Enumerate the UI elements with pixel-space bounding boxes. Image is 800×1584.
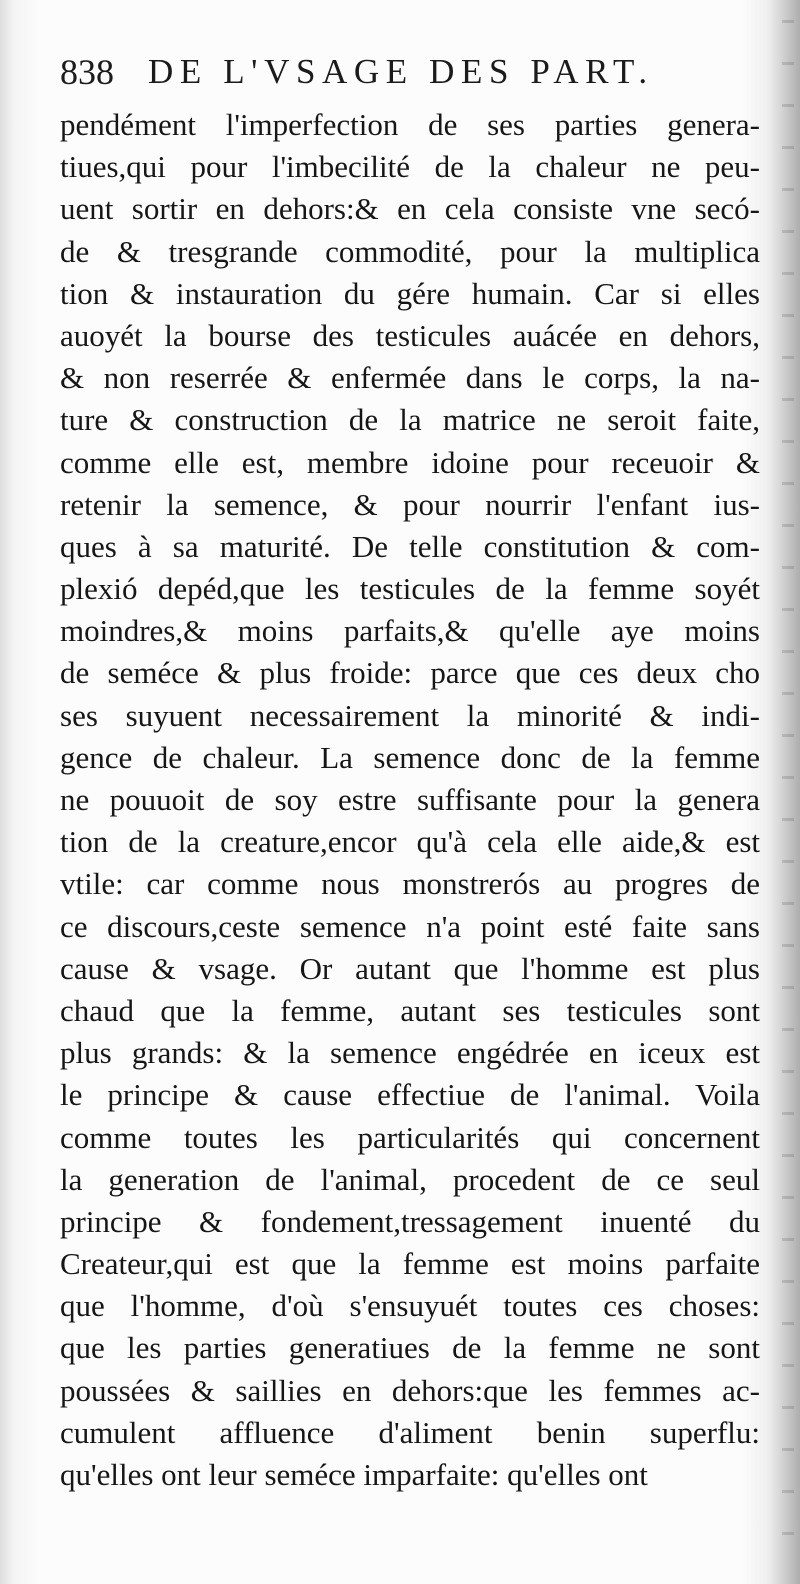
running-title: DE L'VSAGE DES PART. bbox=[148, 52, 654, 91]
text-line: pendément l'imperfection de ses parties genera- bbox=[60, 107, 760, 142]
text-line: Createur,qui est que la femme est moins parfaite bbox=[60, 1246, 760, 1282]
text-line: tiues,qui pour l'imbecilité de la chaleur ne peu- bbox=[60, 149, 760, 185]
text-line: qu'elles ont leur seméce imparfaite: qu'elles ont bbox=[60, 1457, 648, 1492]
text-line: cumulent affluence d'aliment benin superflu: bbox=[60, 1414, 760, 1450]
text-line: uent sortir en dehors:& en cela consiste vne secó- bbox=[60, 191, 760, 227]
text-line: de seméce & plus froide: parce que ces deux cho bbox=[60, 655, 760, 691]
text-line: ques à sa maturité. De telle constitution & com- bbox=[60, 528, 760, 564]
body-text bbox=[60, 104, 760, 1496]
text-line: tion de la creature,encor qu'à cela elle aide,& est bbox=[60, 824, 760, 860]
text-line: vtile: car comme nous monstrerós au progres de bbox=[60, 866, 760, 902]
text-line: & non reserrée & enfermée dans le corps, la na- bbox=[60, 360, 760, 396]
text-line: la generation de l'animal, procedent de ce seul bbox=[60, 1161, 760, 1197]
text-line: plexió depéd,que les testicules de la femme soyét bbox=[60, 571, 760, 607]
text-line: que l'homme, d'où s'ensuyuét toutes ces choses: bbox=[60, 1288, 760, 1324]
text-line: ce discours,ceste semence n'a point esté faite sans bbox=[60, 908, 760, 944]
text-line: ne pouuoit de soy estre suffisante pour la genera bbox=[60, 782, 760, 817]
text-line: ture & construction de la matrice ne seroit faite, bbox=[60, 402, 760, 438]
text-line: plus grands: & la semence engédrée en iceux est bbox=[60, 1035, 760, 1071]
text-line: que les parties generatiues de la femme ne sont bbox=[60, 1330, 760, 1366]
text-line: tion & instauration du gére humain. Car si elles bbox=[60, 275, 760, 311]
text-line: ses suyuent necessairement la minorité & indi- bbox=[60, 697, 760, 733]
text-line: comme elle est, membre idoine pour receuoir & bbox=[60, 444, 760, 480]
text-line: de & tresgrande commodité, pour la multiplica bbox=[60, 233, 760, 269]
text-line: le principe & cause effectiue de l'animal. Voila bbox=[60, 1077, 760, 1113]
text-line: gence de chaleur. La semence donc de la femme bbox=[60, 739, 760, 775]
page-number: 838 bbox=[60, 52, 114, 92]
text-line: comme toutes les particularités qui concernent bbox=[60, 1119, 760, 1155]
text-line: poussées & saillies en dehors:que les femmes ac- bbox=[60, 1372, 760, 1408]
text-line: cause & vsage. Or autant que l'homme est plus bbox=[60, 950, 760, 986]
text-line: chaud que la femme, autant ses testicules sont bbox=[60, 992, 760, 1028]
text-line: auoyét la bourse des testicules auácée en dehors, bbox=[60, 317, 760, 353]
text-line: retenir la semence, & pour nourrir l'enfant ius- bbox=[60, 486, 760, 522]
show-through-marks bbox=[782, 20, 794, 1540]
text-line: moindres,& moins parfaits,& qu'elle aye moins bbox=[60, 613, 760, 649]
running-head bbox=[60, 44, 750, 98]
text-line: principe & fondement,tressagement inuenté du bbox=[60, 1203, 760, 1239]
